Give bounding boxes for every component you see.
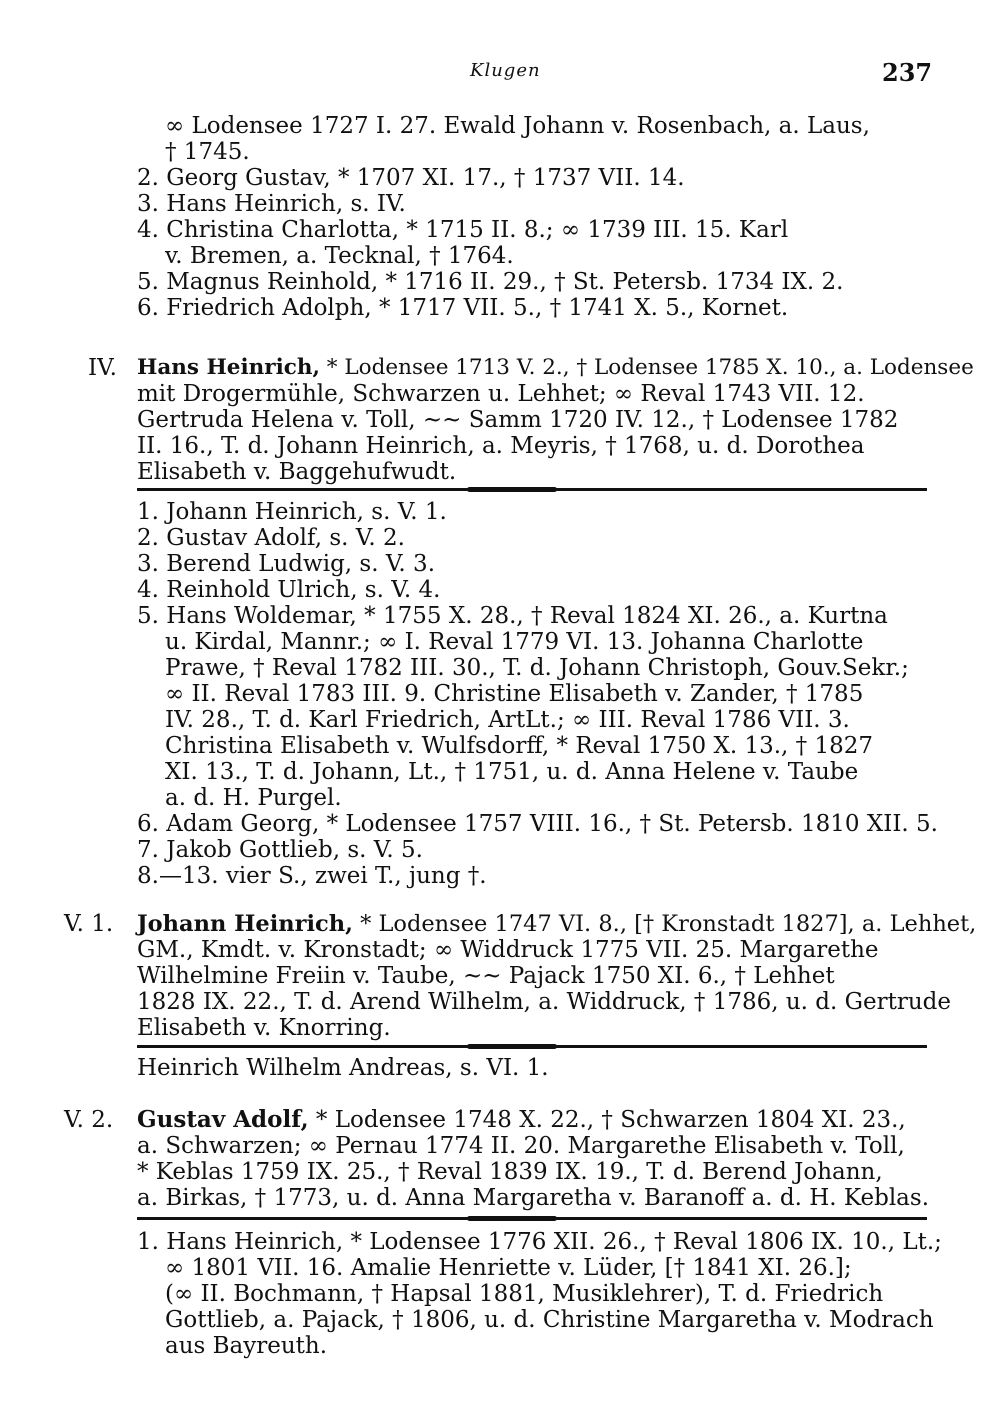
text-line: * Lodensee 1747 VI. 8., [† Kronstadt 1827], a. Lehhet, [352, 911, 977, 937]
separator-rule [137, 488, 927, 491]
separator-rule [137, 1217, 927, 1220]
text-line: Christina Elisabeth v. Wulfsdorff, * Reval 1750 X. 13., † 1827 [165, 733, 874, 759]
child-entry: Heinrich Wilhelm Andreas, s. VI. 1. [137, 1055, 549, 1081]
person-name: Gustav Adolf, [137, 1106, 309, 1133]
text-line: (∞ II. Bochmann, † Hapsal 1881, Musiklehrer), T. d. Friedrich [165, 1281, 884, 1307]
text-line: u. Kirdal, Mannr.; ∞ I. Reval 1779 VI. 13. Johanna Charlotte [165, 629, 864, 655]
text-line: a. Birkas, † 1773, u. d. Anna Margaretha v. Baranoff a. d. H. Keblas. [137, 1185, 930, 1211]
child-entry: 3. Berend Ludwig, s. V. 3. [137, 551, 436, 577]
text-line: † 1745. [165, 139, 250, 165]
text-line: * Keblas 1759 IX. 25., † Reval 1839 IX. 19., T. d. Berend Johann, [137, 1159, 883, 1185]
text-line: IV. 28., T. d. Karl Friedrich, ArtLt.; ∞ III. Reval 1786 VII. 3. [165, 707, 850, 733]
entry-first-line [137, 910, 976, 938]
text-line: a. d. H. Purgel. [165, 785, 342, 811]
text-line: ∞ 1801 VII. 16. Amalie Henriette v. Lüder, [† 1841 XI. 26.]; [165, 1255, 852, 1281]
text-line: Prawe, † Reval 1782 III. 30., T. d. Johann Christoph, Gouv.Sekr.; [165, 655, 909, 681]
text-line: aus Bayreuth. [165, 1333, 328, 1359]
text-line: v. Bremen, a. Tecknal, † 1764. [165, 243, 514, 269]
text-line: 1828 IX. 22., T. d. Arend Wilhelm, a. Widdruck, † 1786, u. d. Gertrude [137, 989, 952, 1015]
text-line: Gottlieb, a. Pajack, † 1806, u. d. Christine Margaretha v. Modrach [165, 1307, 934, 1333]
child-entry: 2. Gustav Adolf, s. V. 2. [137, 525, 405, 551]
person-name: Hans Heinrich, [137, 355, 320, 380]
text-line: ∞ II. Reval 1783 III. 9. Christine Elisabeth v. Zander, † 1785 [165, 681, 864, 707]
child-entry: 5. Hans Woldemar, * 1755 X. 28., † Reval 1824 XI. 26., a. Kurtna [137, 603, 888, 629]
text-line: XI. 13., T. d. Johann, Lt., † 1751, u. d. Anna Helene v. Taube [165, 759, 859, 785]
generation-marker: IV. [88, 355, 117, 381]
page-number: 237 [882, 58, 933, 87]
child-entry: 2. Georg Gustav, * 1707 XI. 17., † 1737 VII. 14. [137, 165, 685, 191]
text-line: II. 16., T. d. Johann Heinrich, a. Meyris, † 1768, u. d. Dorothea [137, 433, 865, 459]
child-entry: 8.—13. vier S., zwei T., jung †. [137, 863, 487, 889]
text-line: * Lodensee 1748 X. 22., † Schwarzen 1804 XI. 23., [308, 1107, 906, 1133]
entry-first-line [137, 354, 974, 382]
generation-marker: V. 1. [64, 911, 114, 937]
child-entry: 3. Hans Heinrich, s. IV. [137, 191, 406, 217]
running-head [0, 58, 1000, 88]
text-line: Elisabeth v. Baggehufwudt. [137, 459, 457, 485]
person-name: Johann Heinrich, [137, 911, 353, 937]
text-line: Gertruda Helena v. Toll, ~~ Samm 1720 IV. 12., † Lodensee 1782 [137, 407, 899, 433]
running-head-title: Klugen [470, 60, 541, 81]
text-line: a. Schwarzen; ∞ Pernau 1774 II. 20. Margarethe Elisabeth v. Toll, [137, 1133, 905, 1159]
child-entry: 7. Jakob Gottlieb, s. V. 5. [137, 837, 423, 863]
text-line: ∞ Lodensee 1727 I. 27. Ewald Johann v. Rosenbach, a. Laus, [165, 113, 870, 139]
text-line: mit Drogermühle, Schwarzen u. Lehhet; ∞ Reval 1743 VII. 12. [137, 381, 865, 407]
entry-first-line [137, 1106, 906, 1134]
separator-rule [137, 1045, 927, 1048]
text-line: * Lodensee 1713 V. 2., † Lodensee 1785 X. 10., a. Lodensee [319, 355, 974, 380]
child-entry: 6. Friedrich Adolph, * 1717 VII. 5., † 1741 X. 5., Kornet. [137, 295, 789, 321]
child-entry: 6. Adam Georg, * Lodensee 1757 VIII. 16., † St. Petersb. 1810 XII. 5. [137, 811, 938, 837]
child-entry: 1. Hans Heinrich, * Lodensee 1776 XII. 26., † Reval 1806 IX. 10., Lt.; [137, 1229, 942, 1255]
child-entry: 4. Reinhold Ulrich, s. V. 4. [137, 577, 441, 603]
text-line: Wilhelmine Freiin v. Taube, ~~ Pajack 1750 XI. 6., † Lehhet [137, 963, 835, 989]
text-line: GM., Kmdt. v. Kronstadt; ∞ Widdruck 1775 VII. 25. Margarethe [137, 937, 879, 963]
child-entry: 1. Johann Heinrich, s. V. 1. [137, 499, 447, 525]
child-entry: 5. Magnus Reinhold, * 1716 II. 29., † St. Petersb. 1734 IX. 2. [137, 269, 844, 295]
text-line: Elisabeth v. Knorring. [137, 1015, 391, 1041]
child-entry: 4. Christina Charlotta, * 1715 II. 8.; ∞ 1739 III. 15. Karl [137, 217, 789, 243]
generation-marker: V. 2. [64, 1107, 114, 1133]
